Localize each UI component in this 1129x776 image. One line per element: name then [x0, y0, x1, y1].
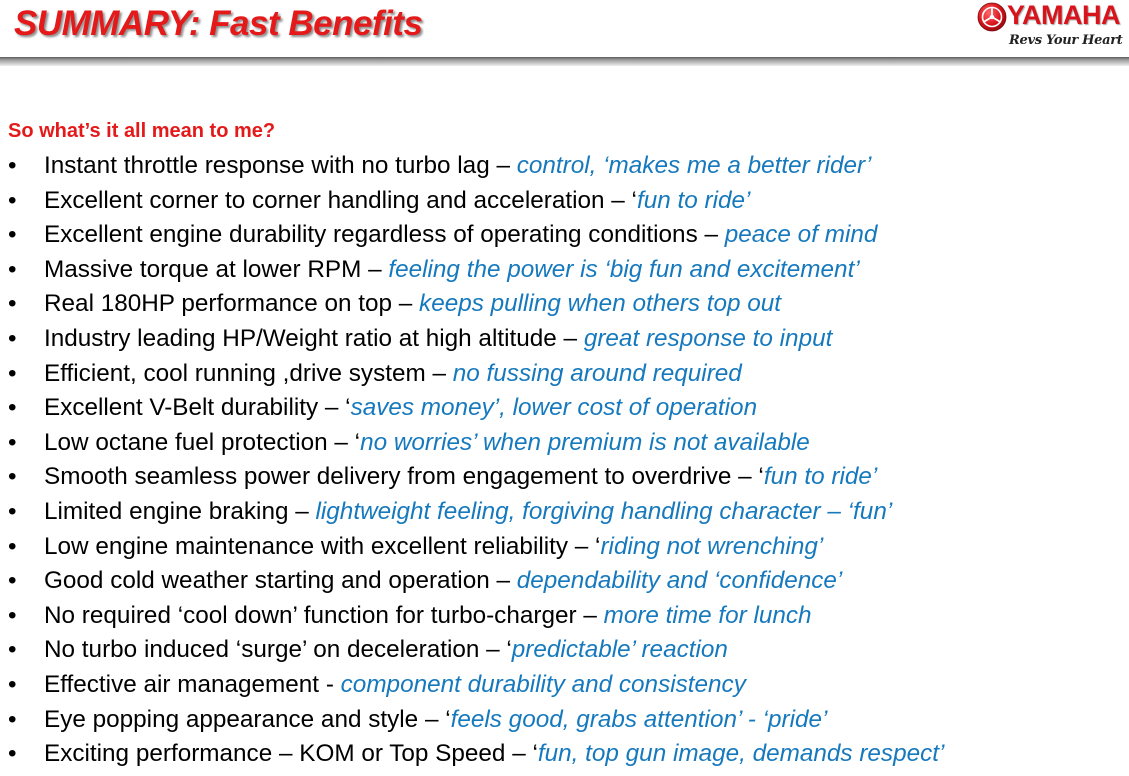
logo-brand: YAMAHA: [1007, 0, 1121, 30]
benefit-item: [0, 530, 1129, 565]
benefit-text: [44, 149, 871, 183]
benefit-value: peace of mind: [724, 221, 878, 249]
benefit-item: [0, 357, 1129, 392]
benefit-item: [0, 426, 1129, 461]
benefit-feature: No turbo induced ‘surge’ on deceleration: [44, 636, 480, 664]
benefit-value: feels good, grabs attention’ - ‘pride’: [450, 705, 828, 733]
benefit-separator: – ‘: [731, 463, 764, 491]
benefit-feature: Excellent corner to corner handling and acceleration: [44, 186, 605, 214]
yamaha-tuning-fork-emblem-icon: [977, 2, 1007, 32]
benefit-value: no worries’ when premium is not available: [360, 428, 810, 456]
benefit-separator: –: [556, 324, 584, 352]
benefit-feature: Efficient, cool running ,drive system: [44, 359, 426, 387]
benefit-feature: Excellent V-Belt durability: [44, 394, 319, 422]
benefit-text: [44, 253, 860, 287]
bullet-icon: •: [8, 290, 17, 318]
bullet-icon: •: [8, 532, 17, 560]
benefit-text: [44, 703, 827, 737]
benefit-feature: Industry leading HP/Weight ratio at high altitude: [44, 324, 557, 352]
benefit-value: component durability and consistency: [340, 670, 746, 698]
benefit-value: dependability and ‘confidence’: [516, 567, 843, 595]
benefit-feature: Eye popping appearance and style: [44, 705, 419, 733]
benefit-feature: Instant throttle response with no turbo lag: [44, 152, 490, 179]
benefit-feature: No required ‘cool down’ function for turbo-charger: [44, 601, 577, 629]
benefit-item: [0, 287, 1129, 322]
benefit-item: [0, 460, 1129, 495]
section-subheading: So what’s it all mean to me?: [8, 120, 276, 142]
yamaha-logo: [975, 0, 1125, 56]
benefit-feature: Smooth seamless power delivery from engagement to overdrive: [44, 463, 732, 491]
logo-slogan: Revs Your Heart: [1009, 33, 1123, 48]
bullet-icon: •: [8, 636, 17, 664]
bullet-icon: •: [8, 497, 17, 525]
header-divider: [0, 57, 1129, 66]
benefit-text: [44, 460, 877, 494]
benefit-item: [0, 703, 1129, 738]
bullet-icon: •: [8, 567, 17, 595]
bullet-icon: •: [8, 255, 17, 283]
benefit-feature: Real 180HP performance on top: [44, 290, 393, 318]
benefit-value: fun, top gun image, demands respect’: [537, 740, 945, 768]
bullet-icon: •: [8, 152, 17, 179]
benefit-item: [0, 184, 1129, 219]
benefit-value: predictable’ reaction: [511, 636, 728, 664]
benefit-separator: –: [288, 497, 316, 525]
benefit-text: [44, 218, 877, 252]
benefit-value: feeling the power is ‘big fun and excitement’: [388, 255, 860, 283]
benefit-item: [0, 149, 1129, 184]
benefit-text: [44, 599, 812, 633]
bullet-icon: •: [8, 221, 17, 249]
benefit-separator: – ‘: [318, 394, 351, 422]
benefit-separator: –: [392, 290, 420, 318]
benefit-separator: – ‘: [505, 740, 538, 768]
benefit-text: [44, 737, 944, 771]
benefit-item: [0, 668, 1129, 703]
bullet-icon: •: [8, 670, 17, 698]
benefit-separator: –: [361, 255, 389, 283]
bullet-icon: •: [8, 428, 17, 456]
benefit-feature: Excellent engine durability regardless of operating conditions: [44, 221, 698, 249]
bullet-icon: •: [8, 463, 17, 491]
benefit-text: [44, 322, 832, 356]
benefit-text: [44, 287, 781, 321]
benefit-value: keeps pulling when others top out: [419, 290, 782, 318]
benefit-separator: – ‘: [418, 705, 451, 733]
bullet-icon: •: [8, 601, 17, 629]
benefit-item: [0, 737, 1129, 772]
bullet-icon: •: [8, 186, 17, 214]
benefit-feature: Massive torque at lower RPM: [44, 255, 362, 283]
bullet-icon: •: [8, 740, 17, 768]
benefit-value: riding not wrenching’: [600, 532, 824, 560]
bullet-icon: •: [8, 359, 17, 387]
benefit-item: [0, 495, 1129, 530]
benefit-feature: Low engine maintenance with excellent reliability: [44, 532, 569, 560]
benefit-value: no fussing around required: [452, 359, 742, 387]
benefit-text: [44, 564, 842, 598]
benefit-item: [0, 633, 1129, 668]
benefit-feature: Limited engine braking: [44, 497, 289, 525]
benefit-value: saves money’, lower cost of operation: [350, 394, 758, 422]
benefit-value: fun to ride’: [763, 463, 878, 491]
benefit-separator: –: [489, 567, 517, 595]
benefit-text: [44, 668, 746, 702]
bullet-icon: •: [8, 705, 17, 733]
benefit-text: [44, 495, 892, 529]
benefit-feature: Good cold weather starting and operation: [44, 567, 490, 595]
benefit-item: [0, 599, 1129, 634]
bullet-icon: •: [8, 394, 17, 422]
benefit-list: [0, 149, 1129, 772]
benefit-feature: Exciting performance – KOM or Top Speed: [44, 740, 506, 768]
benefit-text: [44, 391, 757, 425]
benefit-text: [44, 633, 728, 667]
benefit-separator: –: [489, 152, 517, 179]
benefit-separator: – ‘: [479, 636, 512, 664]
benefit-text: [44, 357, 742, 391]
benefit-feature: Low octane fuel protection: [44, 428, 328, 456]
benefit-text: [44, 184, 750, 218]
benefit-item: [0, 253, 1129, 288]
benefit-item: [0, 564, 1129, 599]
bullet-icon: •: [8, 324, 17, 352]
benefit-item: [0, 218, 1129, 253]
benefit-item: [0, 322, 1129, 357]
benefit-separator: – ‘: [327, 428, 361, 456]
benefit-separator: – ‘: [604, 186, 637, 214]
benefit-separator: – ‘: [568, 532, 601, 560]
benefit-separator: –: [425, 359, 453, 387]
benefit-value: fun to ride’: [636, 186, 751, 214]
benefit-separator: –: [576, 601, 604, 629]
benefit-separator: -: [319, 670, 341, 698]
benefit-text: [44, 426, 810, 460]
benefit-item: [0, 391, 1129, 426]
benefit-separator: –: [697, 221, 725, 249]
slide-title: SUMMARY: Fast Benefits: [14, 4, 423, 43]
benefit-value: control, ‘makes me a better rider’: [516, 152, 872, 179]
benefit-value: great response to input: [583, 324, 833, 352]
benefit-value: more time for lunch: [603, 601, 812, 629]
benefit-feature: Effective air management: [44, 670, 320, 698]
benefit-value: lightweight feeling, forgiving handling character – ‘fun’: [315, 497, 893, 525]
benefit-text: [44, 530, 823, 564]
